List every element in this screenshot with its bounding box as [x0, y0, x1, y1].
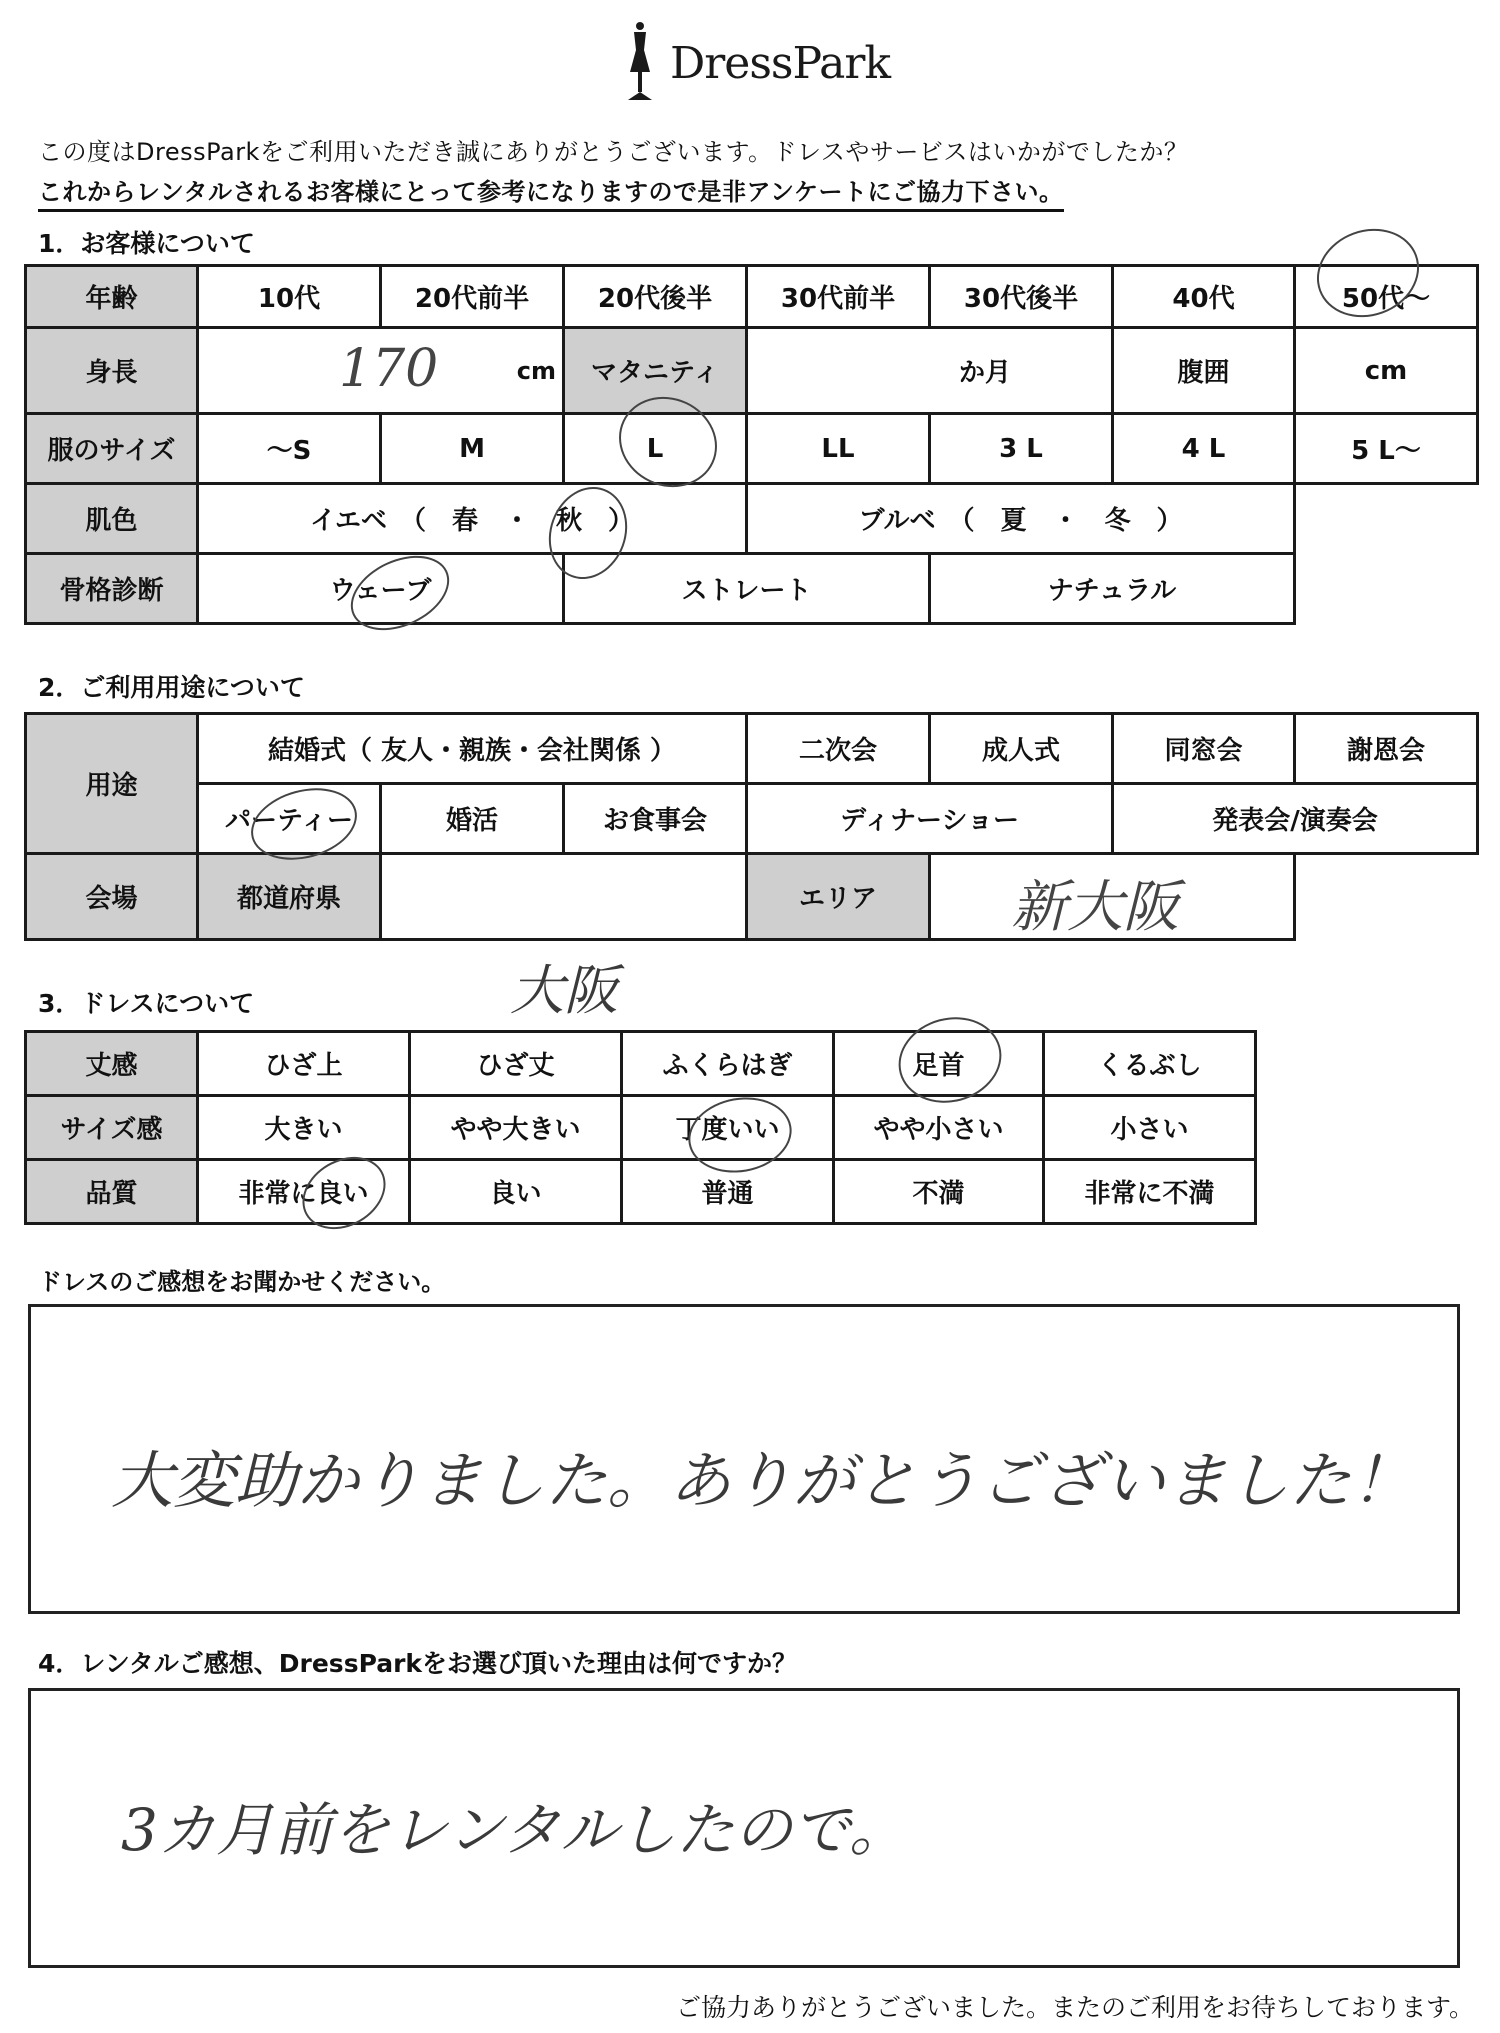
age-option[interactable]: 10代 [198, 266, 381, 328]
age-row [26, 266, 1478, 328]
fit-label: サイズ感 [26, 1096, 198, 1160]
size-label: 服のサイズ [26, 414, 198, 484]
purpose-option[interactable]: 謝恩会 [1295, 714, 1478, 784]
customer-table [24, 264, 1479, 625]
length-option[interactable]: くるぶし [1044, 1032, 1256, 1096]
intro-text: この度はDressParkをご利用いただき誠にありがとうございます。ドレスやサービスはいかがでしたか？ [38, 138, 1189, 166]
quality-option[interactable]: 非常に不満 [1044, 1160, 1256, 1224]
purpose-option[interactable]: 二次会 [747, 714, 930, 784]
purpose-option[interactable]: お食事会 [564, 784, 747, 854]
section4-title: 4．レンタルご感想、DressParkをお選び頂いた理由は何ですか？ [38, 1649, 798, 1678]
section3-title: 3．ドレスについて [38, 989, 255, 1018]
fit-option[interactable]: やや小さい [834, 1096, 1044, 1160]
impressions-title: ドレスのご感想をお聞かせください。 [38, 1268, 446, 1296]
area-label: エリア [747, 854, 930, 940]
quality-option[interactable]: 不満 [834, 1160, 1044, 1224]
prefecture-label: 都道府県 [198, 854, 381, 940]
maternity-label: マタニティ [564, 328, 747, 414]
dress-icon [620, 20, 660, 106]
purpose-label: 用途 [26, 714, 198, 854]
size-row [26, 414, 1478, 484]
quality-label: 品質 [26, 1160, 198, 1224]
area-value: 新大阪 [1011, 875, 1180, 940]
skin-yellow-option[interactable]: イエベ （ 春 ・ 秋 ） [198, 484, 747, 554]
length-option[interactable]: ひざ丈 [410, 1032, 622, 1096]
maternity-months-unit: か月 [958, 358, 1011, 388]
impressions-box[interactable] [28, 1304, 1460, 1614]
belly-label: 腹囲 [1113, 328, 1295, 414]
frame-row [26, 554, 1478, 624]
reason-box[interactable] [28, 1688, 1460, 1968]
belly-field[interactable] [1295, 328, 1478, 414]
frame-option[interactable]: ストレート [564, 554, 930, 624]
section1-title: 1．お客様について [38, 229, 255, 258]
purpose-row-1 [26, 714, 1478, 784]
age-option[interactable]: 20代前半 [381, 266, 564, 328]
size-option[interactable]: 3 L [930, 414, 1113, 484]
length-option[interactable]: ふくらはぎ [622, 1032, 834, 1096]
size-option[interactable]: M [381, 414, 564, 484]
length-option[interactable]: ひざ上 [198, 1032, 410, 1096]
purpose-option[interactable]: 同窓会 [1113, 714, 1295, 784]
impressions-answer: 大変助かりました。ありがとうございました！ [111, 1444, 1414, 1517]
height-value: 170 [339, 339, 439, 399]
intro-request: これからレンタルされるお客様にとって参考になりますので是非アンケートにご協力下さい。 [38, 172, 1064, 212]
age-label: 年齢 [26, 266, 198, 328]
quality-option-selected[interactable]: 非常に良い [198, 1160, 410, 1224]
purpose-option[interactable]: 発表会/演奏会 [1113, 784, 1478, 854]
skin-label: 肌色 [26, 484, 198, 554]
area-field[interactable] [930, 854, 1295, 940]
section2-title: 2．ご利用用途について [38, 673, 305, 702]
age-option[interactable]: 30代後半 [930, 266, 1113, 328]
fit-row [26, 1096, 1256, 1160]
purpose-option[interactable]: 婚活 [381, 784, 564, 854]
skin-blue-option[interactable]: ブルベ （ 夏 ・ 冬 ） [747, 484, 1295, 554]
size-option[interactable]: ～S [198, 414, 381, 484]
maternity-months-field[interactable] [747, 328, 1113, 414]
quality-option[interactable]: 普通 [622, 1160, 834, 1224]
fit-option-selected[interactable]: 丁度いい [622, 1096, 834, 1160]
size-option[interactable]: 4 L [1113, 414, 1295, 484]
fit-option[interactable]: やや大きい [410, 1096, 622, 1160]
brand-logo [620, 18, 890, 108]
prefecture-value: 大阪 [510, 959, 618, 1022]
fit-option[interactable]: 大きい [198, 1096, 410, 1160]
footer-message: ご協力ありがとうございました。またのご利用をお待ちしております。 [675, 1993, 1474, 2022]
size-option[interactable]: LL [747, 414, 930, 484]
size-option-selected[interactable]: L [564, 414, 747, 484]
fit-option[interactable]: 小さい [1044, 1096, 1256, 1160]
age-option[interactable]: 30代前半 [747, 266, 930, 328]
brand-name: DressPark [670, 37, 891, 89]
height-field[interactable] [198, 328, 564, 414]
length-row [26, 1032, 1256, 1096]
usage-table [24, 712, 1479, 941]
age-option-selected[interactable]: 50代～ [1295, 266, 1478, 328]
prefecture-field[interactable] [381, 854, 747, 940]
purpose-option[interactable]: ディナーショー [747, 784, 1113, 854]
height-unit: cm [516, 357, 556, 385]
age-option[interactable]: 40代 [1113, 266, 1295, 328]
venue-row [26, 854, 1478, 940]
height-label: 身長 [26, 328, 198, 414]
venue-label: 会場 [26, 854, 198, 940]
age-option[interactable]: 20代後半 [564, 266, 747, 328]
skin-row [26, 484, 1478, 554]
purpose-row-2 [26, 784, 1478, 854]
purpose-option[interactable]: 結婚式（ 友人・親族・会社関係 ） [198, 714, 747, 784]
reason-answer: 3カ月前をレンタルしたので。 [121, 1796, 907, 1864]
purpose-option[interactable]: 成人式 [930, 714, 1113, 784]
size-option[interactable]: 5 L～ [1295, 414, 1478, 484]
frame-label: 骨格診断 [26, 554, 198, 624]
quality-row [26, 1160, 1256, 1224]
dress-table [24, 1030, 1257, 1225]
quality-option[interactable]: 良い [410, 1160, 622, 1224]
purpose-option-selected[interactable]: パーティー [198, 784, 381, 854]
frame-option-selected[interactable]: ウェーブ [198, 554, 564, 624]
belly-unit: cm [1364, 355, 1408, 386]
frame-option[interactable]: ナチュラル [930, 554, 1295, 624]
length-option-selected[interactable]: 足首 [834, 1032, 1044, 1096]
height-row [26, 328, 1478, 414]
length-label: 丈感 [26, 1032, 198, 1096]
